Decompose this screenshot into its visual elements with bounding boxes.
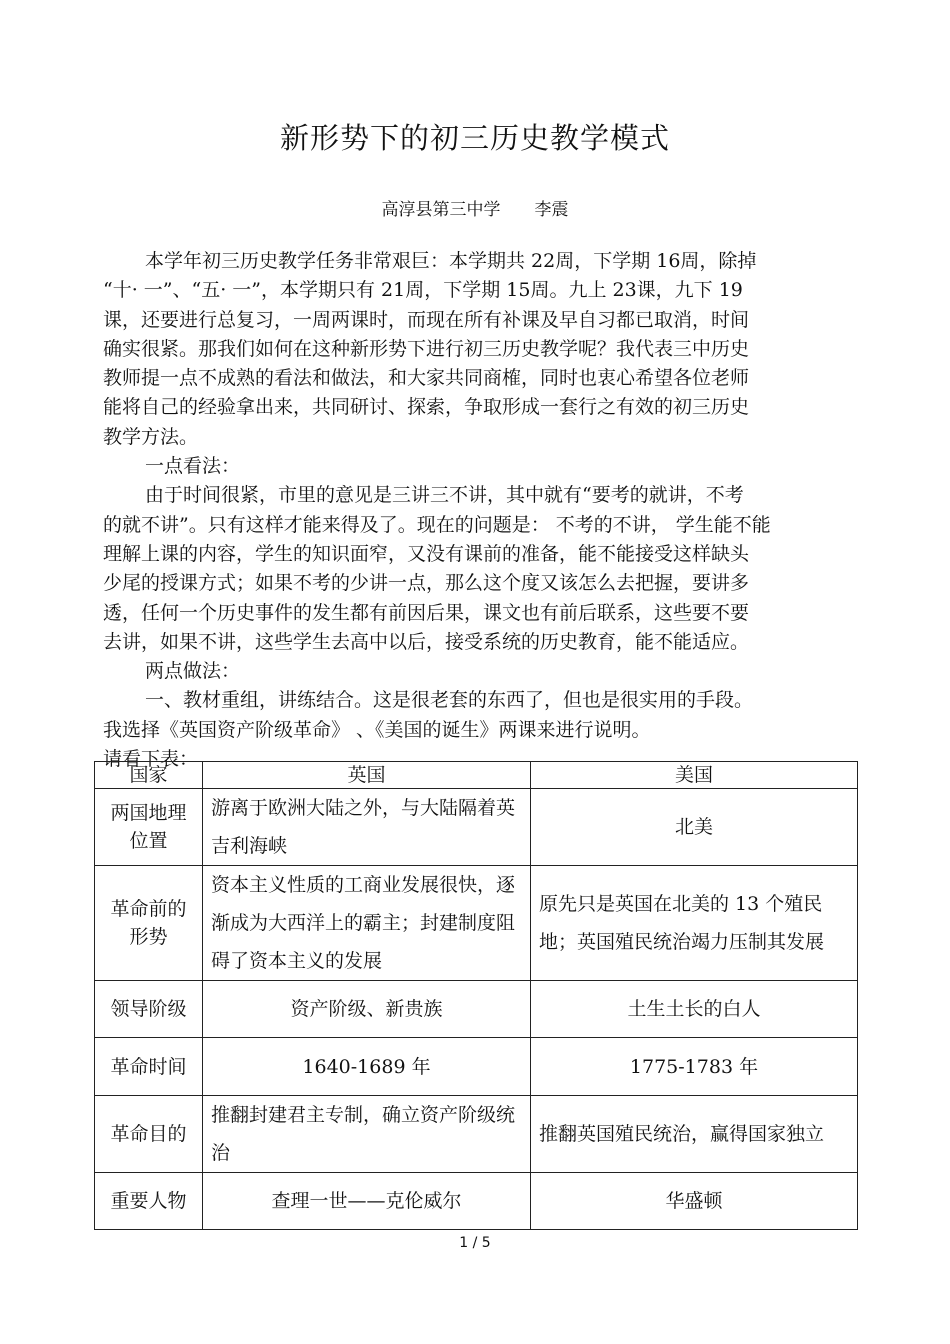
us-cell: 华盛顿 — [531, 1173, 858, 1230]
uk-cell: 资本主义性质的工商业发展很快，逐渐成为大西洋上的霸主；封建制度阻碍了资本主义的发展 — [203, 866, 531, 981]
header-cell: 英国 — [203, 762, 531, 789]
table-row — [95, 1173, 858, 1230]
us-cell: 1775-1783 年 — [531, 1038, 858, 1096]
body-line: 的就不讲”。只有这样才能来得及了。现在的问题是： 不考的不讲， 学生能不能 — [103, 513, 771, 536]
us-cell: 原先只是英国在北美的 13 个殖民地；英国殖民统治竭力压制其发展 — [531, 866, 858, 981]
body-line: “十· 一”、“五· 一”，本学期只有 21周，下学期 15周。九上 23课，九下 19 — [103, 279, 743, 302]
body-line: 少尾的授课方式；如果不考的少讲一点，那么这个度又该怎么去把握，要讲多 — [103, 572, 750, 595]
comparison-table — [94, 761, 858, 1230]
body-line: 本学年初三历史教学任务非常艰巨：本学期共 22周，下学期 16周，除掉 — [145, 250, 757, 272]
body-line: 教师提一点不成熟的看法和做法，和大家共同商榷，同时也衷心希望各位老师 — [103, 367, 750, 390]
table-row — [95, 1096, 858, 1173]
table-row — [95, 866, 858, 981]
table-row — [95, 789, 858, 866]
body-line: 去讲，如果不讲，这些学生去高中以后，接受系统的历史教育，能不能适应。 — [103, 630, 750, 653]
body-line: 课，还要进行总复习，一周两课时，而现在所有补课及早自习都已取消，时间 — [103, 308, 750, 331]
header-cell: 国家 — [95, 762, 203, 789]
uk-cell: 游离于欧洲大陆之外，与大陆隔着英吉利海峡 — [203, 789, 531, 866]
table-row — [95, 981, 858, 1038]
body-line: 由于时间很紧，市里的意见是三讲三不讲，其中就有“要考的就讲，不考 — [145, 484, 744, 507]
section-heading: 一点看法： — [145, 455, 241, 478]
uk-cell: 1640-1689 年 — [203, 1038, 531, 1096]
section-heading: 两点做法： — [145, 660, 241, 683]
body-line: 我选择《英国资产阶级革命》 、《美国的诞生》两课来进行说明。 — [103, 718, 651, 741]
body-line: 确实很紧。那我们如何在这种新形势下进行初三历史教学呢？我代表三中历史 — [103, 337, 750, 360]
body-line: 一、教材重组，讲练结合。这是很老套的东西了，但也是很实用的手段。 — [145, 689, 754, 712]
author-school: 高淳县第三中学 — [381, 200, 501, 220]
row-label: 革命前的形势 — [95, 866, 203, 981]
row-label: 革命目的 — [95, 1096, 203, 1173]
us-cell: 土生土长的白人 — [531, 981, 858, 1038]
uk-cell: 资产阶级、新贵族 — [203, 981, 531, 1038]
header-cell: 美国 — [531, 762, 858, 789]
author-name: 李震 — [534, 200, 569, 220]
table-header-row — [95, 762, 858, 789]
page-title: 新形势下的初三历史教学模式 — [279, 121, 670, 155]
body-line: 请看下表： — [103, 748, 199, 771]
body-line: 教学方法。 — [103, 425, 199, 448]
us-cell: 推翻英国殖民统治，赢得国家独立 — [531, 1096, 858, 1173]
author-line — [0, 195, 950, 220]
article-body — [103, 247, 848, 774]
row-label: 革命时间 — [95, 1038, 203, 1096]
page-number: 1 / 5 — [459, 1235, 491, 1251]
table-row — [95, 1038, 858, 1096]
body-line: 透，任何一个历史事件的发生都有前因后果，课文也有前后联系，这些要不要 — [103, 601, 750, 624]
row-label: 两国地理位置 — [95, 789, 203, 866]
body-line: 理解上课的内容，学生的知识面窄，又没有课前的准备，能不能接受这样缺头 — [103, 542, 750, 565]
uk-cell: 查理一世——克伦威尔 — [203, 1173, 531, 1230]
row-label: 领导阶级 — [95, 981, 203, 1038]
uk-cell: 推翻封建君主专制，确立资产阶级统治 — [203, 1096, 531, 1173]
us-cell: 北美 — [531, 789, 858, 866]
row-label: 重要人物 — [95, 1173, 203, 1230]
body-line: 能将自己的经验拿出来，共同研讨、探索，争取形成一套行之有效的初三历史 — [103, 396, 750, 419]
